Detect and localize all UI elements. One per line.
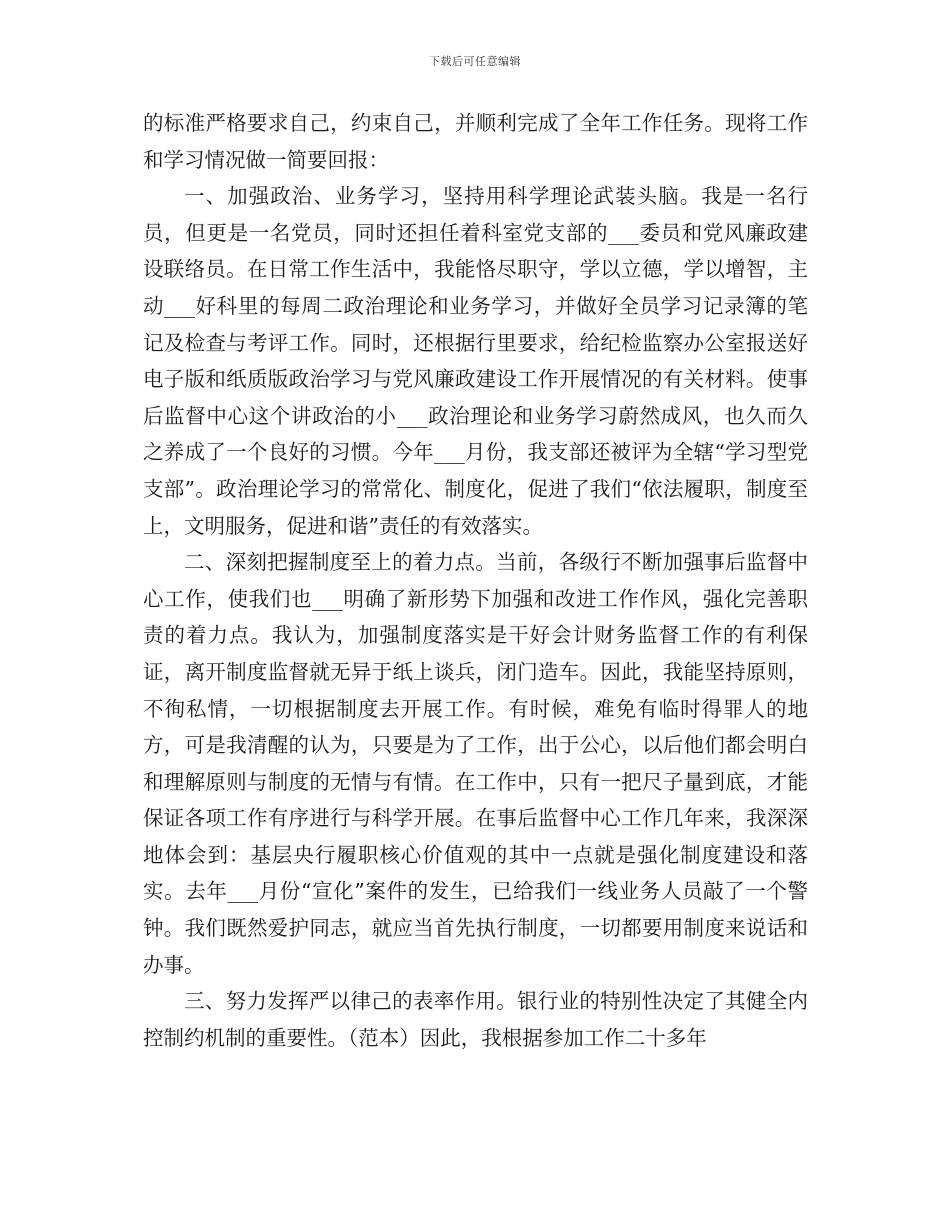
paragraph-intro: 的标准严格要求自己，约束自己，并顺利完成了全年工作任务。现将工作和学习情况做一简要回报： [143, 111, 808, 172]
page-header: 下载后可任意编辑 [429, 55, 521, 68]
paragraph-section-3: 三、努力发挥严以律己的表率作用。银行业的特别性决定了其健全内控制约机制的重要性。（范本）因此，我根据参加工作二十多年 [143, 989, 808, 1050]
paragraph-section-2: 二、深刻把握制度至上的着力点。当前，各级行不断加强事后监督中心工作，使我们也___明确了新形势下加强和改进工作作风，强化完善职责的着力点。我认为，加强制度落实是干好会计财务监督工作的有利保证，离开制度监督就无异于纸上谈兵，闭门造车。因此，我能坚持原则，不徇私情，一切根据制度去开展工作。有时候，难免有临时得罪人的地方，可是我清醒的认为，只要是为了工作，出于公心，以后他们都会明白和理解原则与制度的无情与有情。在工作中，只有一把尺子量到底，才能保证各项工作有序进行与科学开展。在事后监督中心工作几年来，我深深地体会到：基层央行履职核心价值观的其中一点就是强化制度建设和落实。去年___月份“宣化”案件的发生，已给我们一线业务人员敲了一个警钟。我们既然爱护同志，就应当首先执行制度，一切都要用制度来说话和办事。 [143, 550, 808, 977]
paragraph-section-1: 一、加强政治、业务学习，坚持用科学理论武装头脑。我是一名行员，但更是一名党员，同时还担任着科室党支部的___委员和党风廉政建设联络员。在日常工作生活中，我能恪尽职守，学以立德，学以增智，主动___好科里的每周二政治理论和业务学习，并做好全员学习记录簿的笔记及检查与考评工作。同时，还根据行里要求，给纪检监察办公室报送好电子版和纸质版政治学习与党风廉政建设工作开展情况的有关材料。使事后监督中心这个讲政治的小___政治理论和业务学习蔚然成风，也久而久之养成了一个良好的习惯。今年___月份，我支部还被评为全辖“学习型党支部”。政治理论学习的常常化、制度化，促进了我们“依法履职，制度至上，文明服务，促进和谐”责任的有效落实。 [143, 184, 808, 538]
document-body [143, 105, 808, 1056]
